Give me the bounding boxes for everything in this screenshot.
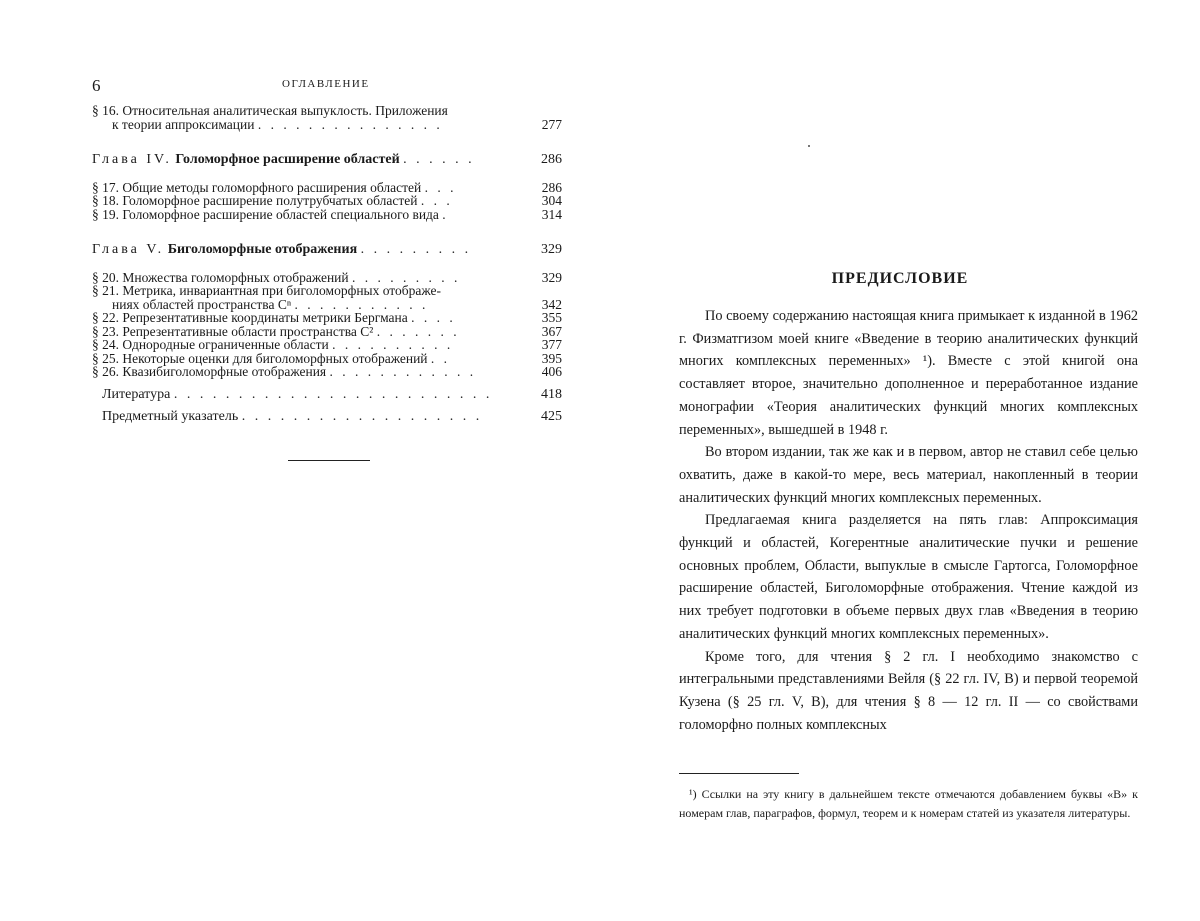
print-speck (808, 145, 810, 147)
toc-page: 377 (541, 337, 562, 352)
toc-page: 367 (541, 323, 562, 339)
toc-entry-text: Предметный указатель (102, 408, 239, 424)
toc-page: 329 (541, 242, 562, 257)
running-head: ОГЛАВЛЕНИЕ (282, 78, 370, 90)
toc-entry-s18: § 18. Голоморфное расширение полутрубчатых областей . . . 304 (92, 193, 562, 208)
toc-page: 329 (541, 269, 562, 285)
toc-entry-s24: § 24. Однородные ограниченные области . . . . . . . . . . 377 (92, 337, 562, 352)
toc-entry-s20: § 20. Множества голоморфных отображений . . . . . . . . . 329 (92, 269, 562, 285)
end-divider (288, 460, 370, 461)
page-number: 6 (92, 76, 101, 95)
preface-body (679, 305, 1138, 736)
toc-entry-text: § 22. Репрезентативные координаты метрики Бергмана (92, 310, 408, 325)
toc-page: 286 (541, 152, 562, 167)
toc-page: 304 (541, 193, 562, 208)
paragraph: Предлагаемая книга разделяется на пять глав: Аппроксимация функций и областей, Когерентные аналитические пучки и решение основных проблем, Области, выпуклые в смысле Гартогса, Голоморфное расширение областей, Биголоморфные отображения. Чтение каждой из них требует подготовки в объеме первых двух глав «Введения в теорию аналитических функций многих комплексных переменных». (679, 512, 1138, 642)
toc-entry-text: § 20. Множества голоморфных отображений (92, 269, 349, 285)
table-of-contents (92, 104, 562, 428)
paragraph: Кроме того, для чтения § 2 гл. I необходимо знакомство с интегральными представлениями Вейля (§ 22 гл. IV, В) и первой теоремой Кузена (§ 25 гл. V, В), для чтения § 8 — 12 гл. II — со свойствами голоморфно полных комплексных (679, 648, 1138, 733)
toc-entry-s22: § 22. Репрезентативные координаты метрики Бергмана . . . . 355 (92, 310, 562, 325)
toc-entry-s21: § 21. Метрика, инвариантная при биголоморфных отображе- ниях областей пространства Cⁿ . . . . . . . . . . . 342 (92, 283, 562, 312)
toc-entry-text: § 19. Голоморфное расширение областей специального вида (92, 206, 439, 222)
toc-entry-text: § 26. Квазибиголоморфные отображения (92, 364, 327, 379)
toc-page: 342 (541, 296, 562, 312)
toc-entry-text: § 21. Метрика, инвариантная при биголоморфных отображе- (92, 283, 442, 298)
toc-entry-literature: Литература . . . . . . . . . . . . . . . . . . . . . . . . . 418 (92, 384, 562, 406)
toc-page: 406 (541, 364, 562, 379)
toc-entry-s17: § 17. Общие методы голоморфного расширения областей . . . 286 (92, 179, 562, 195)
toc-page: 286 (541, 179, 562, 195)
section-heading: ПРЕДИСЛОВИЕ (831, 270, 969, 287)
toc-page: 277 (541, 116, 562, 132)
footnote-divider (679, 773, 799, 774)
toc-entry-text: § 23. Репрезентативные области пространства C² (92, 323, 374, 339)
toc-entry-s19: § 19. Голоморфное расширение областей специального вида . 314 (92, 206, 562, 222)
toc-chapter-5: Глава V. Биголоморфные отображения . . . . . . . . . 329 (92, 242, 562, 257)
right-page (600, 0, 1200, 921)
toc-page: 314 (541, 206, 562, 222)
paragraph: По своему содержанию настоящая книга примыкает к изданной в 1962 г. Физматгизом моей книге «Введение в теорию аналитических функций многих комплексных переменных» ¹). Вместе с этой книгой она составляет второе, значительно дополненное и переработанное издание монографии «Теория аналитических функций многих комплексных переменных», вышедшей в 1948 г. (679, 308, 1138, 438)
toc-page: 425 (541, 408, 562, 424)
toc-entry-text: § 18. Голоморфное расширение полутрубчатых областей (92, 193, 418, 208)
toc-entry-text: Литература (102, 386, 171, 402)
chapter-label: Глава V. (92, 242, 165, 257)
toc-page: 395 (541, 350, 562, 366)
toc-entry-s23: § 23. Репрезентативные области пространства C² . . . . . . . 367 (92, 323, 562, 339)
toc-entry-s26: § 26. Квазибиголоморфные отображения . . . . . . . . . . . . 406 (92, 364, 562, 379)
chapter-label: Глава IV. (92, 152, 172, 167)
toc-entry-cont: ниях областей пространства Cⁿ (112, 296, 292, 312)
chapter-title: Голоморфное расширение областей (175, 152, 400, 167)
toc-page: 355 (541, 310, 562, 325)
toc-entry-text: § 25. Некоторые оценки для биголоморфных отображений (92, 350, 428, 366)
toc-entry-cont: к теории аппроксимации (112, 116, 255, 132)
paragraph: Во втором издании, так же как и в первом, автор не ставил себе целью охватить, даже в какой-то мере, весь материал, накопленный в теории аналитических функций многих комплексных переменных. (679, 444, 1138, 506)
toc-entry-text: § 24. Однородные ограниченные области (92, 337, 329, 352)
toc-entry-text: § 17. Общие методы голоморфного расширения областей (92, 179, 422, 195)
chapter-title: Биголоморфные отображения (167, 242, 358, 257)
toc-entry-s25: § 25. Некоторые оценки для биголоморфных отображений . . 395 (92, 350, 562, 366)
toc-entry-index: Предметный указатель . . . . . . . . . . . . . . . . . . . 425 (92, 406, 562, 428)
toc-chapter-4: Глава IV. Голоморфное расширение областей . . . . . . 286 (92, 152, 562, 167)
toc-page: 418 (541, 386, 562, 402)
toc-entry-s16: § 16. Относительная аналитическая выпуклость. Приложения к теории аппроксимации . . . . . . . . . . . . . . . 277 (92, 103, 562, 132)
footnote: ¹) Ссылки на эту книгу в дальнейшем тексте отмечаются добавлением буквы «В» к номерам глав, параграфов, формул, теорем и к номерам статей из указателя литературы. (679, 787, 1138, 820)
toc-entry-text: § 16. Относительная аналитическая выпуклость. Приложения (92, 103, 448, 118)
